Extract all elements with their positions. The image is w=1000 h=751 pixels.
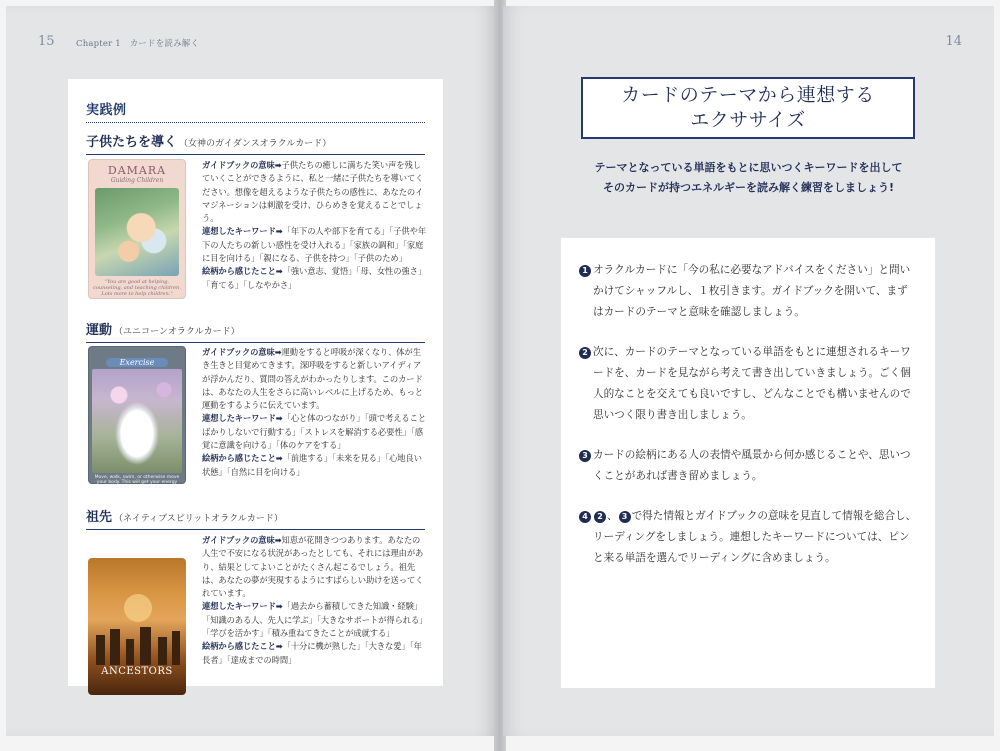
entry-deck: （ユニコーンオラクルカード） xyxy=(114,327,240,337)
entry-title-text: 運動 xyxy=(86,323,113,338)
step-text: で得た情報とガイドブックの意味を見直して情報を総合し、リーディングをしましょう。連想したキーワードについては、ピンと来る単語を選んでリーディングに含めましょう。 xyxy=(593,510,917,564)
sunset-glow xyxy=(124,594,152,622)
entry-title xyxy=(86,319,425,343)
impressions xyxy=(202,265,428,292)
guidebook-text: 知恵が花開きつつあります。あなたの人生で不安になる状況があったとしても、それには理由があり、結果としてよいことがたくさん起こるでしょう。祖先は、あなたの夢が実現するようにすばらしい助けを送ってくれています。 xyxy=(202,535,424,599)
intro-line-2: そのカードが持つエネルギーを読み解く練習をしましょう! xyxy=(602,181,894,194)
entry-title xyxy=(86,506,425,530)
guidebook-meaning xyxy=(202,159,428,225)
card-image-ancestors xyxy=(88,558,186,695)
card-subtitle: Guiding Children xyxy=(110,177,164,184)
impressions-label: 絵柄から感じたこと➡ xyxy=(202,266,283,277)
guidebook-label: ガイドブックの意味➡ xyxy=(202,535,282,545)
card-quote: "You are good at helping, counseling, and teaching children. Lots more to help children." xyxy=(93,279,181,297)
step-number-badge: 2 xyxy=(579,347,591,359)
page-number-right: 14 xyxy=(945,34,962,49)
guidebook-meaning xyxy=(202,534,428,600)
steps-panel xyxy=(561,238,935,688)
step-1 xyxy=(579,260,917,323)
keywords-label: 連想したキーワード➡ xyxy=(202,601,283,612)
step-4 xyxy=(579,506,917,569)
exercise-intro xyxy=(551,158,946,198)
guidebook-label: ガイドブックの意味➡ xyxy=(202,160,282,170)
guidebook-meaning xyxy=(202,346,428,412)
step-2 xyxy=(579,342,917,426)
entry-title-text: 祖先 xyxy=(86,510,113,525)
page-number-left: 15 xyxy=(38,34,55,49)
entry-body xyxy=(202,159,428,292)
exercise-title-box xyxy=(581,77,915,139)
step-reference-separator: 、 xyxy=(607,510,618,522)
example-entry-ancestors xyxy=(86,506,428,677)
example-entry-exercise xyxy=(86,319,427,490)
entry-body xyxy=(202,346,428,479)
impressions-label: 絵柄から感じたこと➡ xyxy=(202,641,283,652)
standing-stones xyxy=(88,625,186,665)
impressions-text: 「十分に機が熟した」「大きな愛」「年長者」「達成までの時間」 xyxy=(202,641,422,665)
keywords-label: 連想したキーワード➡ xyxy=(202,226,283,237)
keywords-text: 「過去から蓄積してきた知識・経験」「知識のある人、先人に学ぶ」「大きなサポートが得られる」「学びを活かす」「積み重ねてきたことが成就する」 xyxy=(202,601,428,639)
impressions xyxy=(202,452,428,479)
title-line-2: エクササイズ xyxy=(690,109,806,131)
entry-body xyxy=(202,534,428,667)
step-text: カードの絵柄にある人の表情や風景から何か感じることや、思いつくことがあれば書き留めましょう。 xyxy=(593,449,911,482)
left-page xyxy=(6,6,496,736)
associated-keywords xyxy=(202,600,428,640)
intro-line-1: テーマとなっている単語をもとに思いつくキーワードを出して xyxy=(594,161,903,174)
card-name: DAMARA xyxy=(107,164,167,177)
step-number-badge: 1 xyxy=(579,265,591,277)
entry-deck: （ネイティブスピリットオラクルカード） xyxy=(114,514,283,524)
card-name: ANCESTORS xyxy=(101,666,173,677)
card-quote: Move, walk, swim, or otherwise move your body. This will get your energy moving and clear you xyxy=(94,475,180,490)
right-page xyxy=(503,6,994,736)
entry-title-text: 子供たちを導く xyxy=(86,135,178,150)
guidebook-text: 運動をすると呼吸が深くなり、体が生き生きと目覚めてきます。深呼吸をすると新しいアイディアが浮かんだり、質問の答えがわかったりします。このカードは、あなたの人生をさらに高いレベルに上げるため、もっと運動をするように伝えています。 xyxy=(202,347,423,411)
keywords-text: 「心と体のつながり」「頭で考えることばかりしないで行動する」「ストレスを解消する必要性」「感覚に意識を向ける」「体のケアをする」 xyxy=(202,413,427,451)
keywords-text: 「年下の人や部下を育てる」「子供や年下の人たちの新しい感性を受け入れる」「家族の調和」「家庭に目を向ける」「親になる、子供を持つ」「子供のため」 xyxy=(202,226,427,264)
title-line-1: カードのテーマから連想する xyxy=(621,84,875,106)
guidebook-label: ガイドブックの意味➡ xyxy=(202,347,282,357)
impressions-text: 「前進する」「未来を見る」「心地良い状態」「自然に目を向ける」 xyxy=(202,453,422,477)
section-heading: 実践例 xyxy=(86,99,425,123)
step-number-badge: 4 xyxy=(579,511,591,523)
step-text: 次に、カードのテーマとなっている単語をもとに連想されるキーワードを、カードを見ながら考えて書き出していきましょう。ごく個人的なことを交えても良いですし、どんなことでも構いませんので思いつく限り書き出しましょう。 xyxy=(593,346,911,421)
card-name: Exercise xyxy=(106,358,168,367)
step-number-badge: 3 xyxy=(579,450,591,462)
step-3 xyxy=(579,445,917,487)
entry-deck: （女神のガイダンスオラクルカード） xyxy=(179,139,332,149)
step-reference-badge: 2 xyxy=(594,511,606,523)
step-text: オラクルカードに「今の私に必要なアドバイスをください」と問いかけてシャッフルし、１枚引きます。ガイドブックを開いて、まずはカードのテーマと意味を確認しましょう。 xyxy=(593,264,911,318)
card-artwork xyxy=(95,188,179,276)
card-image-exercise xyxy=(88,346,186,490)
associated-keywords xyxy=(202,225,428,265)
associated-keywords xyxy=(202,412,428,452)
card-artwork xyxy=(92,369,182,473)
chapter-header: Chapter 1 カードを読み解く xyxy=(76,39,200,49)
impressions-text: 「強い意志、覚悟」「母、女性の強さ」「育てる」「しなやかさ」 xyxy=(202,266,427,290)
impressions xyxy=(202,640,428,667)
card-image-damara xyxy=(88,159,186,299)
guidebook-text: 子供たちの癒しに満ちた笑い声を残していくことができるように、私と一緒に子供たちを導いてください。想像を超えるような子供たちの感性に、あなたのイマジネーションは刺激を受け、ひらめきを覚えることでしょう。 xyxy=(202,160,424,224)
examples-panel xyxy=(68,79,443,686)
step-reference-badge: 3 xyxy=(619,511,631,523)
example-entry-children xyxy=(86,131,427,297)
entry-title xyxy=(86,131,425,155)
impressions-label: 絵柄から感じたこと➡ xyxy=(202,453,283,464)
keywords-label: 連想したキーワード➡ xyxy=(202,413,283,424)
